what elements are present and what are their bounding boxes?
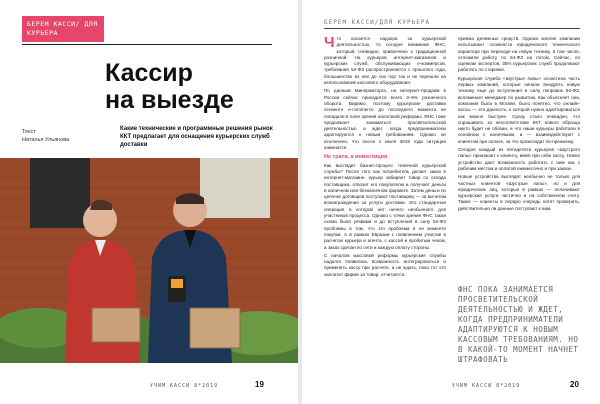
headline-line-1: Кассир (105, 59, 193, 87)
pull-quote: ФНС ПОКА ЗАНИМАЕТСЯ ПРОСВЕТИТЕЛЬСКОЙ ДЕЯТЕЛЬНОСТЬЮ И ЖДЕТ, КОГДА ПРЕДПРИНИМАТЕЛИ АДАПТИРУЮТСЯ К НОВЫМ КАССОВЫМ ТРЕБОВАНИЯМ. НО В КАКОЙ-ТО МОМЕНТ НАЧНЕТ ШТРАФОВАТЬ (458, 285, 579, 364)
folio: УЧИМ КАССИ 8*2019 (452, 383, 521, 389)
subheading: Не трата, а инвестиция (324, 154, 388, 161)
rubric-rule (22, 44, 272, 45)
paragraph: Новые устройства выглядят необычно не только для частных клиентов «Шустрые лапы», но и для юридических лиц, которые в рамках — оплачивают курьерские услуги частично и на собственном счету. Также — клиенты в первую очередь хотят проверить, действительно ли данные поступают к ним. (458, 174, 580, 211)
folio: УЧИМ КАССИ 8*2019 (150, 383, 219, 389)
paragraph: Курьерская служба «Шустрые лапы» оснастила часть первых компаний, которые начали внедрять новую технику еще до вступления в силу поправок 54-ФЗ, вспоминает менеджер по развитию. Как объясняет она, компания была в Москве, было понятно, что онлайн-кассы — это данность, к которой нужно адаптироваться как можно быстрее. Сразу стало очевидно, что спрашивать за несоответствие ККТ нового образца никто будет не обязан, и что наши курьеры работали в основном с наличными, и — взаимодействуют с клиентом при оплате, за что происходит по-прежнему. (458, 75, 580, 144)
paragraph: По данным Минпромторга, на интернет-продажи в России сейчас приходится всего 3–8% розничного оборота. Видимо, поэтому курьерские доставки сегменте е-commerce до последнего момента не попадали в поле зрения налоговой реформы. ФНС тоже продолжает заниматься просветительской деятельностью и ждет, когда предприниматели адаптируются к новым требованиям. Однако не исключено, что после 1 июля 2019 года ситуация изменится. (324, 88, 446, 151)
headline-line-2: на выезде (105, 86, 234, 114)
article-column-2 (458, 36, 580, 214)
section-rubric-right: БЕРЕМ КАССИ/ДЛЯ КУРЬЕРА (324, 19, 431, 26)
lead-paragraph: Какие технические и программные решения рынок ККТ предлагает для оснащения курьерских служб доставки (120, 126, 273, 148)
drop-cap: Ч (324, 34, 335, 51)
right-page (302, 0, 600, 404)
section-rubric: БЕРЕМ КАССИ/ ДЛЯ КУРЬЕРА (22, 16, 104, 42)
paragraph: Как выглядит бизнес-процесс типичной курьерской службы? После того как потребитель делает заказ в интернет-магазине, курьер забирает товар со склада поставщика, отвозит его покупателю и получает деньги в наличном или безналичном формате. Затем деньги по цепочке договоров поступают поставщику — за вычетом вознаграждения за услуги доставки. Это стандартная операция в которой нет ничего необычного для участников процесса. Однако с точки зрения ФНС такая схема была уязвима и до вступления в силу 54-ФЗ проблемы в том, что это проблема в ее моменте покупки. А в рамках Евразии с появлением участие в расчетах курьера и агента, с кассой и пробитым чеком, а заказ сделан по сети и каждую оплату стороны. (324, 162, 446, 250)
article-column-1 (324, 36, 446, 280)
author-label: Текст (22, 129, 36, 135)
paragraph-text: то касается надзора за курьерской деятельностью, то сегодня внимание ФНС, который, очевидно, привлечено к традиционной розничной. На курьеров интернет-магазинов и курьерских служб, обслуживающих е-коммерсов, требования 54-ФЗ распространяются с прошлого года, большинство из них до сих пор так и не перешли на использование кассового оборудования. (324, 36, 446, 86)
headline (105, 60, 234, 114)
couriers-photo (0, 158, 298, 363)
paragraph: Сегодня каждый из пятидесяти курьеров «Шустрого лапы» приезжает к клиенту, имея при себе кассу. Новое устройство дает возможность работать с ним как с рабочим местом и оплатой ежемесячно и при заказе. (458, 147, 580, 171)
top-rule (324, 28, 580, 29)
paragraph: приема денежных средств. Однако многие компании испытывают сложности юридического технического характера при переходе на новую технику, в том числе, отложили работу по 54-ФЗ на потом. Сейчас, по оценкам экспертов, 35% курьерских служб продолжают работать по старинке. (458, 36, 580, 73)
author-name: Наталья Ульянова (22, 137, 70, 143)
page-number: 19 (255, 380, 264, 389)
left-page (0, 0, 298, 404)
paragraph: С началом массовой реформы курьерские службы надолго появилась возможность интегрироваться и применять кассу при расчете, а не ждать, пока тот кто заплатит фирме за товар, отчитается. (324, 252, 446, 277)
author-credit (22, 128, 69, 144)
page-number: 20 (570, 380, 579, 389)
paragraph (324, 36, 446, 86)
